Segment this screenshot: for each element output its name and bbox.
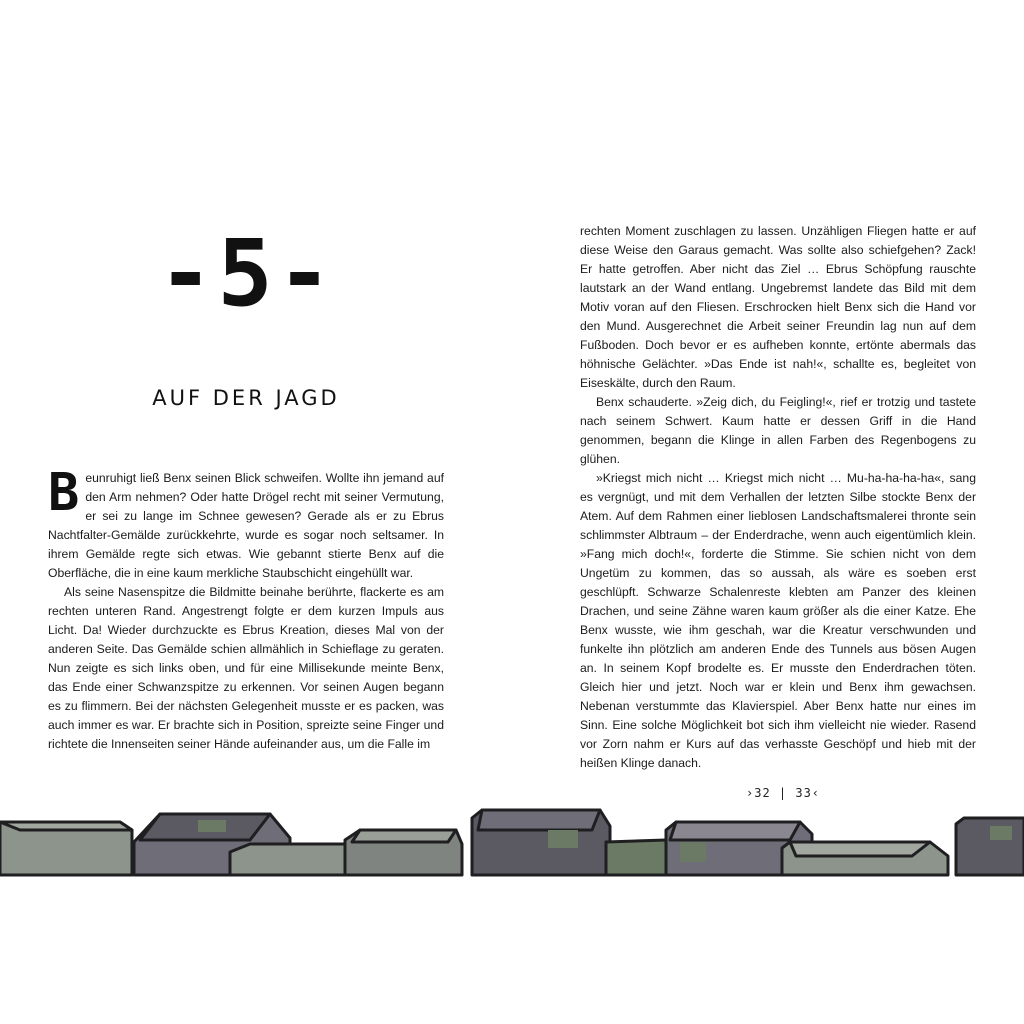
- drop-cap: B: [48, 463, 80, 523]
- block-top: [478, 810, 600, 830]
- block: [606, 840, 672, 875]
- paragraph: Benx schauderte. »Zeig dich, du Feigling!«, rief er trotzig und tastete nach seinem Schwert. Kaum hatte er dessen Griff in die Hand genommen, begann die Klinge in allen Farben des Regenbogens zu glühen.: [580, 395, 976, 466]
- block-patch: [548, 830, 578, 848]
- chapter-number: -5-: [158, 220, 337, 327]
- right-page-text: [580, 222, 976, 773]
- block-patch: [198, 820, 226, 832]
- block-patch: [990, 826, 1012, 840]
- paragraph: »Kriegst mich nicht … Kriegst mich nicht … Mu-ha-ha-ha-ha«, sang es vergnügt, und mit dem Verhallen der letzten Silbe stockte Benx der Atem. Auf dem Rahmen einer lieblosen Landschaftsmalerei thronte sein schlimmster Albtraum – der Enderdrache, wenn auch eigentümlich klein. »Fang mich doch!«, forderte die Stimme. Sie schien nicht von dem Ungetüm zu kommen, das so aussah, als wäre es soeben erst geschlüpft. Schwarze Schalenreste klebten am Panzer des kleinen Drachen, und seine Zähne waren kaum größer als die einer Katze. Ehe Benx wusste, wie ihm geschah, war die Kreatur verschwunden und funkelte ihn plötzlich am anderen Ende des Tunnels aus bösen Augen an. In seinem Kopf brodelte es. Er musste den Enderdrachen töten. Gleich hier und jetzt. Noch war er klein und Benx ihm gewachsen. Nebenan verstummte das Klavierspiel. Aber Benx hatte nur eines im Sinn. Eine solche Möglichkeit bot sich ihm vielleicht nie wieder. Rasend vor Zorn nahm er Kurs auf das verhasste Geschöpf und hieb mit der heißen Klinge danach.: [580, 471, 976, 770]
- paragraph: Als seine Nasenspitze die Bildmitte beinahe berührte, flackerte es am rechten unteren Rand. Angestrengt folgte er dem kurzen Impuls aus Licht. Da! Wieder durchzuckte es Ebrus Kreation, dieses Mal von der anderen Seite. Das Gemälde schien allmählich in Schieflage zu geraten. Nun zeigte es sich links oben, und für eine Millisekunde meinte Benx, das Ende einer Schwanzspitze zu erkennen. Vor seinen Augen begann es zu flimmern. Bei der nächsten Gelegenheit musste er es packen, was auch immer es war. Er brachte sich in Position, spreizte seine Finger und richtete die Innenseiten seiner Hände aufeinander aus, um die Falle im: [48, 585, 444, 751]
- blocks-illustration: [0, 800, 1024, 880]
- block-top: [0, 822, 132, 830]
- chapter-title: AUF DER JAGD: [152, 386, 340, 410]
- paragraph: rechten Moment zuschlagen zu lassen. Unzähligen Fliegen hatte er auf diese Weise den Garaus gemacht. Was sollte also schiefgehen? Zack! Er hatte getroffen. Aber nicht das Ziel … Ebrus Schöpfung rauschte lautstark an der Wand entlang. Ungebremst landete das Bild mit dem Motiv voran auf den Fliesen. Erschrocken hielt Benx sich die Hand vor den Mund. Ausgerechnet die Arbeit seiner Freundin lag nun auf dem Fußboden. Doch bevor er es aufheben konnte, ertönte abermals das höhnische Gelächter. »Das Ende ist nah!«, schallte es, begleitet von Eiseskälte, durch den Raum.: [580, 224, 976, 390]
- paragraph-text: eunruhigt ließ Benx seinen Blick schweifen. Wollte ihn jemand auf den Arm nehmen? Oder hatte Drögel recht mit seiner Vermutung, er sei zu lange im Schnee gewesen? Gerade als er zu Ebrus Nachtfalter-Gemälde zurückkehrte, wurde es sogar noch seltsamer. In ihrem Gemälde regte sich etwas. Wie gebannt stierte Benx auf die Oberfläche, die in eine kaum merkliche Staubschicht eingehüllt war.: [48, 471, 444, 580]
- left-page-text: [48, 463, 444, 754]
- block-patch: [680, 842, 706, 862]
- page-numbers: ›32 | 33‹: [746, 786, 821, 800]
- paragraph: [48, 463, 444, 583]
- block-top: [790, 842, 930, 856]
- block-top: [670, 822, 800, 840]
- block-top: [352, 830, 456, 842]
